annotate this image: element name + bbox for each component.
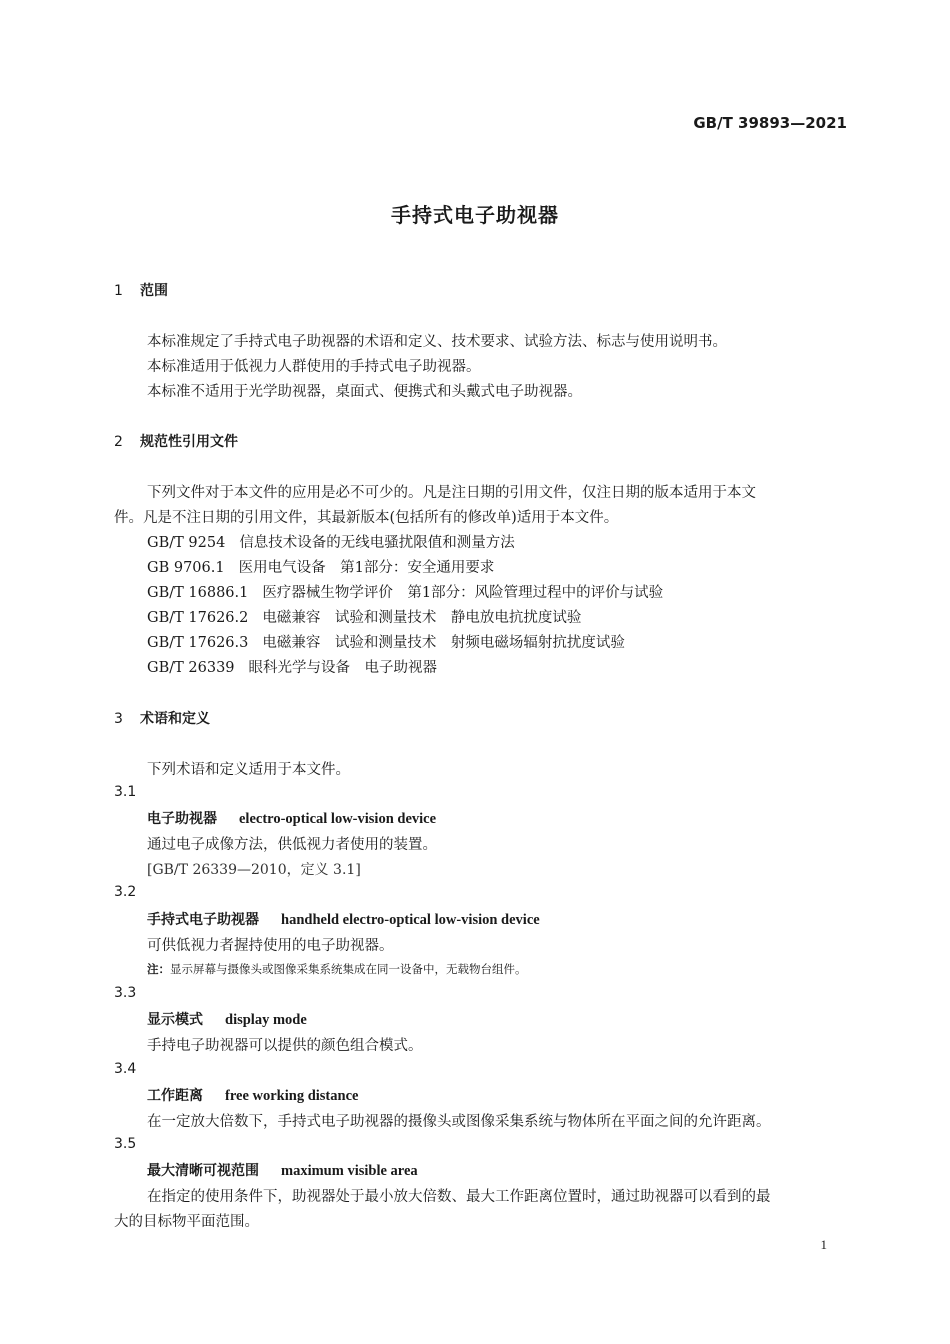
term-en: handheld electro-optical low-vision device — [281, 912, 540, 928]
term-number: 3.4 — [114, 1061, 137, 1077]
term-note — [147, 961, 527, 977]
term-heading — [147, 808, 436, 828]
term-zh: 显示模式 — [147, 1012, 203, 1028]
section-number: 2 — [114, 434, 123, 450]
term-heading — [147, 909, 540, 929]
term-zh: 工作距离 — [147, 1088, 203, 1104]
reference-title: 电磁兼容 试验和测量技术 静电放电抗扰度试验 — [262, 610, 582, 626]
term-definition: 可供低视力者握持使用的电子助视器。 — [147, 938, 394, 954]
reference-code: GB/T 16886.1 — [147, 585, 249, 601]
reference-title: 眼科光学与设备 电子助视器 — [248, 660, 438, 676]
section-title: 范围 — [140, 283, 168, 299]
term-definition: 手持电子助视器可以提供的颜色组合模式。 — [147, 1038, 423, 1054]
paragraph: 下列文件对于本文件的应用是必不可少的。凡是注日期的引用文件，仅注日期的版本适用于本文 — [147, 485, 756, 501]
reference-item — [147, 581, 663, 602]
reference-code: GB 9706.1 — [147, 560, 225, 576]
term-en: free working distance — [225, 1088, 359, 1104]
term-source: [GB/T 26339—2010，定义 3.1] — [147, 862, 361, 878]
term-en: electro-optical low-vision device — [239, 811, 437, 827]
reference-title: 信息技术设备的无线电骚扰限值和测量方法 — [239, 535, 515, 551]
note-text: 显示屏幕与摄像头或图像采集系统集成在同一设备中，无载物台组件。 — [170, 962, 527, 976]
term-zh: 最大清晰可视范围 — [147, 1163, 259, 1179]
term-number: 3.3 — [114, 985, 137, 1001]
paragraph: 件。凡是不注日期的引用文件，其最新版本(包括所有的修改单)适用于本文件。 — [114, 510, 619, 526]
reference-item — [147, 606, 581, 627]
term-heading — [147, 1160, 418, 1180]
paragraph: 本标准不适用于光学助视器，桌面式、便携式和头戴式电子助视器。 — [147, 384, 582, 400]
section-3-heading — [114, 708, 210, 728]
reference-item — [147, 531, 515, 552]
term-definition: 在指定的使用条件下，助视器处于最小放大倍数、最大工作距离位置时，通过助视器可以看到的最 — [147, 1189, 771, 1205]
reference-title: 医疗器械生物学评价 第1部分：风险管理过程中的评价与试验 — [262, 585, 664, 601]
page-number: 1 — [820, 1237, 827, 1252]
section-2-heading — [114, 431, 238, 451]
section-title: 规范性引用文件 — [140, 434, 238, 450]
reference-code: GB/T 17626.3 — [147, 635, 249, 651]
term-number: 3.1 — [114, 784, 137, 800]
section-number: 1 — [114, 283, 123, 299]
section-1-heading — [114, 280, 168, 300]
reference-item — [147, 631, 625, 652]
term-zh: 手持式电子助视器 — [147, 912, 259, 928]
document-title: 手持式电子助视器 — [391, 203, 559, 227]
reference-code: GB/T 26339 — [147, 660, 235, 676]
reference-title: 电磁兼容 试验和测量技术 射频电磁场辐射抗扰度试验 — [262, 635, 625, 651]
term-zh: 电子助视器 — [147, 811, 217, 827]
section-number: 3 — [114, 711, 123, 727]
term-en: display mode — [225, 1012, 307, 1028]
reference-item — [147, 556, 494, 577]
reference-item — [147, 656, 437, 677]
paragraph: 下列术语和定义适用于本文件。 — [147, 762, 350, 778]
reference-code: GB/T 17626.2 — [147, 610, 249, 626]
term-en: maximum visible area — [281, 1163, 418, 1179]
term-definition: 通过电子成像方法，供低视力者使用的装置。 — [147, 837, 437, 853]
term-number: 3.2 — [114, 884, 137, 900]
note-label: 注： — [147, 962, 170, 976]
term-heading — [147, 1085, 358, 1105]
paragraph: 本标准规定了手持式电子助视器的术语和定义、技术要求、试验方法、标志与使用说明书。 — [147, 334, 727, 350]
section-title: 术语和定义 — [140, 711, 210, 727]
reference-code: GB/T 9254 — [147, 535, 226, 551]
paragraph: 本标准适用于低视力人群使用的手持式电子助视器。 — [147, 359, 481, 375]
reference-title: 医用电气设备 第1部分：安全通用要求 — [238, 560, 495, 576]
standard-number: GB/T 39893—2021 — [693, 114, 847, 132]
term-heading — [147, 1009, 307, 1029]
term-definition-continued: 大的目标物平面范围。 — [114, 1214, 259, 1230]
term-number: 3.5 — [114, 1136, 137, 1152]
term-definition: 在一定放大倍数下，手持式电子助视器的摄像头或图像采集系统与物体所在平面之间的允许距离。 — [147, 1114, 771, 1130]
